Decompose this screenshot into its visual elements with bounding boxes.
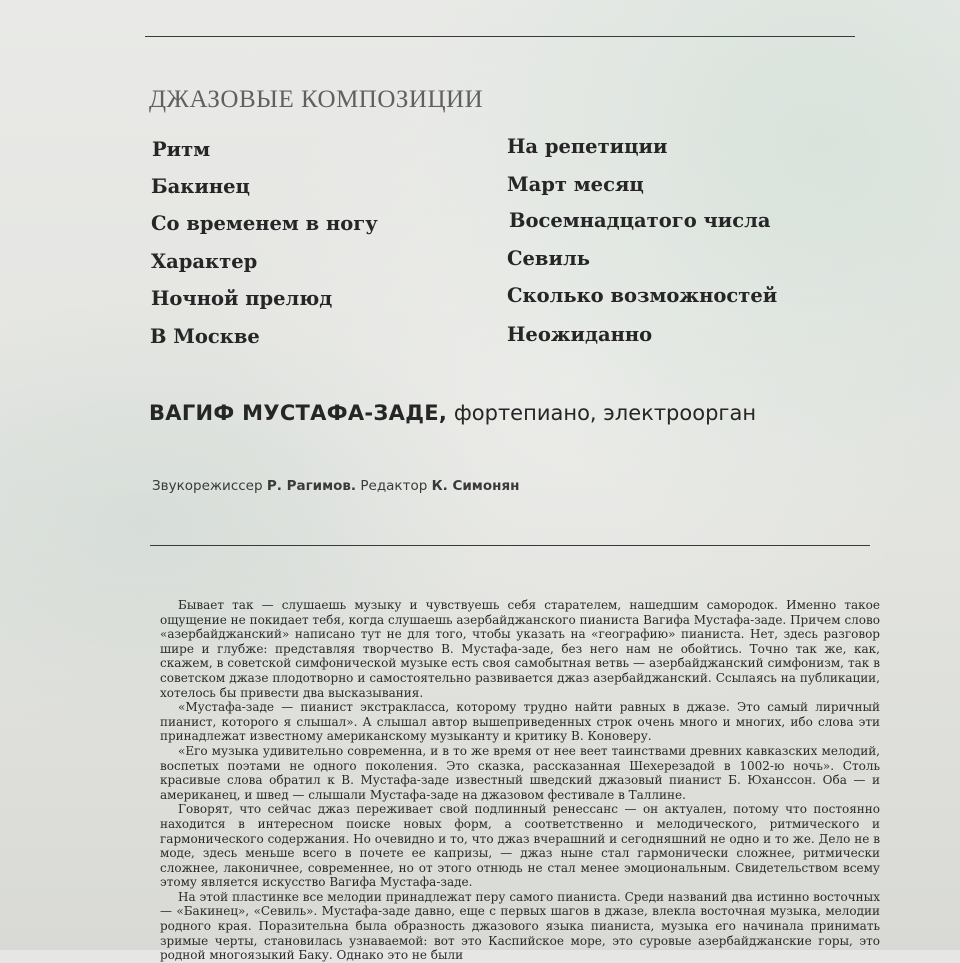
editor-name: К. Симонян: [431, 478, 520, 494]
engineer-label: Звукорежиссер: [152, 478, 263, 494]
track-title: Неожиданно: [507, 323, 653, 346]
engineer-name: Р. Рагимов.: [266, 478, 357, 494]
notes-paragraph: «Его музыка удивительно современна, и в то же время от нее веет таинствами древних кавказских мелодий, воспетых поэтами не одного поколения. Это сказка, рассказанная Шехерезадой в 1002-ю ночь». Столь красивые слова обратил к В. Мустафа-заде известный шведский джазовый пианист Б. Юханссон. Оба — и американец, и швед — слышали Мустафа-заде на джазовом фестивале в Таллине.: [160, 743, 880, 802]
track-title: Сколько возможностей: [507, 284, 778, 307]
performer-name: ВАГИФ МУСТАФА-ЗАДЕ,: [149, 401, 448, 425]
track-title: Со временем в ногу: [151, 212, 378, 235]
notes-paragraph: Бывает так — слушаешь музыку и чувствуешь себя старателем, нашедшим самородок. Именно такое ощущение не покидает тебя, когда слушаешь азербайджанского пианиста Вагифа Мустафа-заде. Причем слово «азербайджанский» написано тут не для того, чтобы указать на «географию» пианиста. Нет, здесь разговор шире и глубже: представляя творчество В. Мустафа-заде, без него нам не обойтись. Точно так же, как, скажем, в советской симфонической музыке есть своя самобытная ветвь — азербайджанский симфонизм, так в советском джазе плодотворно и самостоятельно развивается джаз азербайджанский. Ссылаясь на публикации, хотелось бы привести два высказывания.: [160, 598, 880, 700]
track-title: Восемнадцатого числа: [509, 209, 771, 232]
section-heading: ДЖАЗОВЫЕ КОМПОЗИЦИИ: [149, 86, 484, 113]
liner-notes: [160, 598, 880, 963]
middle-divider: [150, 545, 870, 546]
notes-paragraph: На этой пластинке все мелодии принадлежат перу самого пианиста. Среди названий два истинно восточных — «Бакинец», «Севиль». Мустафа-заде давно, еще с первых шагов в джазе, влекла восточная музыка, мелодии родного края. Поразительна была образность джазового языка пианиста, музыка его начинала принимать зримые черты, становилась узнаваемой: вот это Каспийское море, это суровые азербайджанские горы, это родной многоязыкий Баку. Однако это не были: [160, 889, 880, 963]
track-title: Ритм: [152, 138, 211, 161]
track-title: В Москве: [150, 325, 260, 348]
performer-line: [149, 401, 756, 425]
performer-instruments: фортепиано, электроорган: [453, 401, 757, 425]
track-title: Март месяц: [507, 173, 644, 196]
production-credits: [152, 478, 519, 494]
top-divider: [145, 36, 855, 37]
track-title: На репетиции: [507, 135, 668, 158]
track-title: Бакинец: [151, 175, 250, 198]
track-title: Севиль: [507, 247, 590, 270]
track-title: Характер: [151, 250, 258, 273]
editor-label: Редактор: [360, 478, 428, 494]
notes-paragraph: Говорят, что сейчас джаз переживает свой подлинный ренессанс — он актуален, потому что постоянно находится в интересном поиске новых форм, а соответственно и мелодического, ритмического и гармонического содержания. Но очевидно и то, что джаз вчерашний и сегодняшний не одно и то же. Дело не в моде, здесь меньше всего в почете ее капризы, — джаз ныне стал гармонически сложнее, ритмически сложнее, лаконичнее, современнее, но от этого отнюдь не стал менее эмоциональным. Свидетельством всему этому является искусство Вагифа Мустафа-заде.: [160, 802, 880, 890]
notes-paragraph: «Мустафа-заде — пианист экстракласса, которому трудно найти равных в джазе. Это самый лиричный пианист, которого я слышал». А слышал автор вышеприведенных строк очень много и многих, ибо слова эти принадлежат известному американскому музыканту и критику В. Коноверу.: [160, 700, 880, 744]
track-title: Ночной прелюд: [151, 287, 333, 310]
